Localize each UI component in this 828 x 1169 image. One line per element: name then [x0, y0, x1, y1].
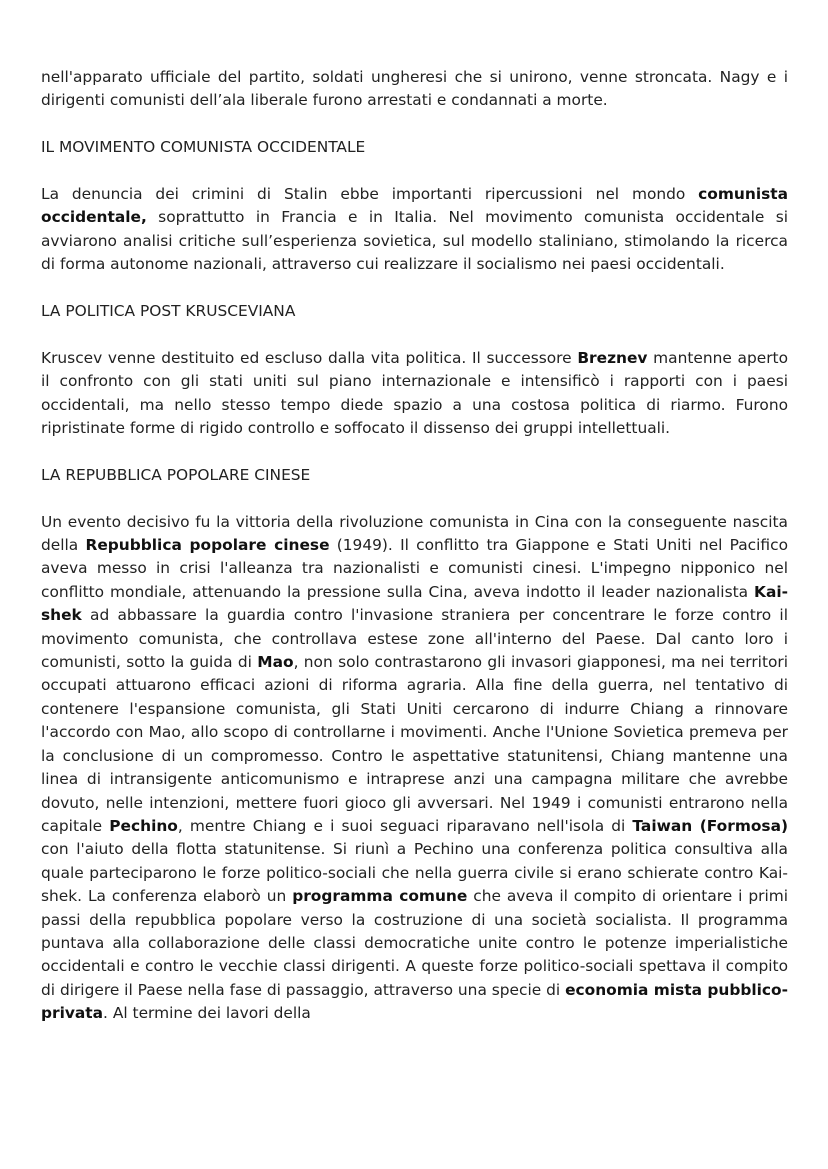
text-run: , mentre Chiang e i suoi seguaci riparavano nell'isola di [177, 816, 633, 835]
text-run: La denuncia dei crimini di Stalin ebbe importanti ripercussioni nel mondo [41, 185, 699, 203]
text-run: . Al termine dei lavori della [103, 1004, 311, 1023]
bold-term: Pechino [109, 816, 178, 835]
bold-term: Repubblica popolare cinese [85, 536, 330, 555]
section-heading-movimento-comunista: IL MOVIMENTO COMUNISTA OCCIDENTALE [41, 138, 366, 157]
paragraph-politica-post-krusceviana [41, 347, 788, 441]
text-run: mantenne aperto il confronto con gli stati uniti sul piano internazionale e intensificò i rapporti con i paesi occidentali, ma nello stesso tempo diede spazio a una costosa politica di riarmo. Furono ripristinate forme di rigido controllo e soffocato il dissenso dei gruppi intellettuali. [41, 348, 788, 438]
text-run: con l'aiuto della flotta statunitense. Si riunì a Pechino una conferenza politica consultiva alla quale parteciparono le forze politico-sociali che nella guerra civile si erano schierate contro Kai-shek. La conferenza elaborò un [41, 840, 788, 906]
text-run: soprattutto in Francia e in Italia. Nel movimento comunista occidentale si avviarono analisi critiche sull’esperienza sovietica, sul modello staliniano, stimolando la ricerca di forma autonome nazionali, attraverso cui realizzare il socialismo nei paesi occidentali. [41, 208, 788, 274]
bold-term: Mao [257, 653, 294, 672]
bold-term: programma comune [292, 887, 468, 906]
intro-text: nell'apparato ufficiale del partito, soldati ungheresi che si unirono, venne stroncata. Nagy e i dirigenti comunisti dell’ala liberale furono arrestati e condannati a morte. [41, 68, 788, 110]
text-run: ad abbassare la guardia contro l'invasione straniera per concentrare le forze contro il movimento comunista, che controllava estese zone all'interno del Paese. Dal canto loro i comunisti, sotto la guida di [41, 606, 788, 672]
bold-term: Taiwan (Formosa) [632, 816, 789, 835]
text-run: , non solo contrastarono gli invasori giapponesi, ma nei territori occupati attuarono efficaci azioni di riforma agraria. Alla fine della guerra, nel tentativo di contenere l'espansione comunista, gli Stati Uniti cercarono di indurre Chiang a rinnovare l'accordo con Mao, allo scopo di controllarne i movimenti. Anche l'Unione Sovietica premeva per la conclusione di un compromesso. Contro le aspettative statunitensi, Chiang mantenne una linea di intransigente anticomunismo e intraprese anzi una campagna militare che avrebbe dovuto, nelle intenzioni, mettere fuori gioco gli avversari. Nel 1949 i comunisti entrarono nella capitale [41, 653, 789, 835]
bold-term: Kai-shek [41, 582, 788, 625]
bold-term: Breznev [577, 348, 648, 367]
bold-term: comunista occidentale, [41, 185, 788, 227]
text-run: Kruscev venne destituito ed escluso dalla vita politica. Il successore [41, 348, 578, 367]
text-run: (1949). Il conflitto tra Giappone e Stati Uniti nel Pacifico aveva messo in crisi l'alleanza tra nazionalisti e comunisti cinesi. L'impegno nipponico nel conflitto mondiale, attenuando la pressione sulla Cina, aveva indotto il leader nazionalista [41, 536, 788, 601]
text-run: che aveva il compito di orientare i primi passi della repubblica popolare verso la costruzione di una società socialista. Il programma puntava alla collaborazione delle classi democratiche unite contro le potenze imperialistiche occidentali e contro le vecchie classi dirigenti. A queste forze politico-sociali spettava il compito di dirigere il Paese nella fase di passaggio, attraverso una specie di [41, 887, 788, 999]
paragraph-repubblica-popolare-cinese [41, 511, 788, 1026]
paragraph-movimento-comunista [41, 183, 788, 277]
document-page [41, 66, 788, 1026]
bold-term: economia mista pubblico-privata [41, 980, 789, 1023]
text-run: Un evento decisivo fu la vittoria della rivoluzione comunista in Cina con la conseguente nascita della [41, 512, 788, 555]
section-heading-repubblica-popolare-cinese: LA REPUBBLICA POPOLARE CINESE [41, 465, 311, 484]
section-heading-politica-post-krusceviana: LA POLITICA POST KRUSCEVIANA [41, 302, 296, 321]
intro-paragraph [41, 66, 788, 113]
